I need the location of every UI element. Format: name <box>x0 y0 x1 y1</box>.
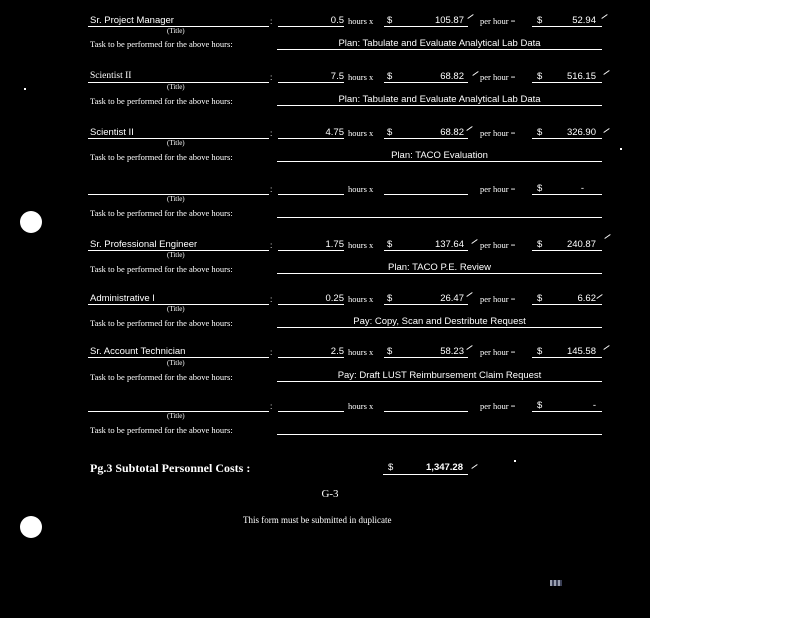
hours-value: 0.25 <box>325 293 344 304</box>
rate-line <box>384 194 468 195</box>
colon: : <box>270 16 273 26</box>
hours-line <box>278 357 344 358</box>
hours-x-label: hours x <box>348 72 374 82</box>
task-line <box>277 434 602 435</box>
position-title: Scientist II <box>90 127 134 138</box>
hours-value: 1.75 <box>325 239 344 250</box>
total-value: 145.58 <box>566 346 596 357</box>
subtotal-label: Pg.3 Subtotal Personnel Costs : <box>90 461 251 475</box>
per-hour-label: per hour = <box>480 184 516 194</box>
rate-dollar: $ <box>387 71 393 82</box>
check-mark <box>471 464 477 469</box>
rate-dollar: $ <box>387 127 393 138</box>
task-description: Pay: Copy, Scan and Destribute Request <box>353 316 526 327</box>
total-line <box>532 304 602 305</box>
position-title: Scientist II <box>90 71 132 81</box>
total-dollar: $ <box>537 346 543 357</box>
hours-line <box>278 82 344 83</box>
check-mark <box>603 70 609 75</box>
position-title: Sr. Professional Engineer <box>90 239 198 250</box>
per-hour-label: per hour = <box>480 401 516 411</box>
check-mark <box>472 71 478 76</box>
scan-speck <box>620 148 622 150</box>
task-line <box>277 49 602 50</box>
per-hour-label: per hour = <box>480 240 516 250</box>
rate-value: 58.23 <box>440 346 464 357</box>
total-line <box>532 250 602 251</box>
colon: : <box>270 401 273 411</box>
hours-x-label: hours x <box>348 240 374 250</box>
subtotal-amount: 1,347.28 <box>426 462 463 473</box>
total-value: 240.87 <box>566 239 596 250</box>
task-label: Task to be performed for the above hours: <box>90 39 233 49</box>
task-line <box>277 327 602 328</box>
task-label: Task to be performed for the above hours: <box>90 208 233 218</box>
rate-line <box>384 82 468 83</box>
task-line <box>277 217 602 218</box>
per-hour-label: per hour = <box>480 16 516 26</box>
rate-line <box>384 357 468 358</box>
colon: : <box>270 72 273 82</box>
task-description: Plan: TACO Evaluation <box>391 150 488 161</box>
check-mark <box>466 126 472 131</box>
rate-line <box>384 304 468 305</box>
task-line <box>277 105 602 106</box>
rate-value: 26.47 <box>440 293 464 304</box>
hours-line <box>278 194 344 195</box>
binder-hole-top <box>20 211 42 233</box>
hours-x-label: hours x <box>348 401 374 411</box>
title-caption: (Title) <box>167 412 185 420</box>
position-title: Sr. Account Technician <box>90 346 186 357</box>
hours-x-label: hours x <box>348 347 374 357</box>
scan-speck <box>24 88 26 90</box>
rate-value: 68.82 <box>440 127 464 138</box>
colon: : <box>270 184 273 194</box>
rate-dollar: $ <box>387 239 393 250</box>
hours-value: 4.75 <box>325 127 344 138</box>
hours-x-label: hours x <box>348 294 374 304</box>
rate-dollar: $ <box>387 293 393 304</box>
total-value: 52.94 <box>572 15 596 26</box>
rate-line <box>384 138 468 139</box>
total-line <box>532 138 602 139</box>
check-mark <box>603 345 609 350</box>
title-caption: (Title) <box>167 139 185 147</box>
total-value: 6.62 <box>577 293 596 304</box>
total-dollar: $ <box>537 293 543 304</box>
position-title: Administrative I <box>90 293 155 304</box>
hours-value: 0.5 <box>330 15 344 26</box>
hours-line <box>278 26 344 27</box>
task-label: Task to be performed for the above hours: <box>90 152 233 162</box>
total-dollar: $ <box>537 400 543 411</box>
rate-line <box>384 26 468 27</box>
check-mark <box>466 292 472 297</box>
rate-value: 137.64 <box>434 239 464 250</box>
task-label: Task to be performed for the above hours: <box>90 96 233 106</box>
title-caption: (Title) <box>167 27 185 35</box>
hours-line <box>278 250 344 251</box>
per-hour-label: per hour = <box>480 72 516 82</box>
total-line <box>532 194 602 195</box>
total-dollar: $ <box>537 127 543 138</box>
title-line <box>88 357 269 358</box>
total-line <box>532 26 602 27</box>
task-label: Task to be performed for the above hours: <box>90 318 233 328</box>
title-caption: (Title) <box>167 305 185 313</box>
total-line <box>532 411 602 412</box>
total-value: - <box>592 400 596 411</box>
binder-hole-bottom <box>20 516 42 538</box>
position-title: Sr. Project Manager <box>90 15 174 26</box>
check-mark <box>603 128 609 133</box>
rate-dollar: $ <box>387 15 393 26</box>
title-caption: (Title) <box>167 195 185 203</box>
task-label: Task to be performed for the above hours: <box>90 372 233 382</box>
rate-line <box>384 250 468 251</box>
total-dollar: $ <box>537 15 543 26</box>
task-description: Pay: Draft LUST Reimbursement Claim Request <box>337 370 542 381</box>
per-hour-label: per hour = <box>480 347 516 357</box>
scanner-stamp <box>550 580 562 586</box>
colon: : <box>270 240 273 250</box>
task-label: Task to be performed for the above hours: <box>90 264 233 274</box>
total-line <box>532 357 602 358</box>
hours-x-label: hours x <box>348 184 374 194</box>
page-number: G-3 <box>321 488 339 500</box>
title-caption: (Title) <box>167 83 185 91</box>
total-value: 516.15 <box>566 71 596 82</box>
check-mark <box>604 234 610 239</box>
total-value: 326.90 <box>566 127 596 138</box>
check-mark <box>471 239 477 244</box>
rate-value: 105.87 <box>434 15 464 26</box>
task-description: Plan: Tabulate and Evaluate Analytical Lab Data <box>338 38 541 49</box>
total-line <box>532 82 602 83</box>
hours-x-label: hours x <box>348 128 374 138</box>
scan-speck <box>514 460 516 462</box>
colon: : <box>270 347 273 357</box>
per-hour-label: per hour = <box>480 294 516 304</box>
total-dollar: $ <box>537 71 543 82</box>
footer-note: This form must be submitted in duplicate <box>243 515 392 525</box>
hours-line <box>278 411 344 412</box>
per-hour-label: per hour = <box>480 128 516 138</box>
hours-value: 7.5 <box>330 71 344 82</box>
task-line <box>277 161 602 162</box>
colon: : <box>270 128 273 138</box>
check-mark <box>466 345 472 350</box>
hours-x-label: hours x <box>348 16 374 26</box>
check-mark <box>467 14 473 19</box>
task-line <box>277 381 602 382</box>
total-value: - <box>580 183 584 194</box>
rate-dollar: $ <box>387 346 393 357</box>
subtotal-dollar: $ <box>388 462 394 473</box>
title-caption: (Title) <box>167 359 185 367</box>
check-mark <box>596 294 602 299</box>
rate-line <box>384 411 468 412</box>
total-dollar: $ <box>537 239 543 250</box>
task-line <box>277 273 602 274</box>
colon: : <box>270 294 273 304</box>
subtotal-line <box>383 474 468 475</box>
task-label: Task to be performed for the above hours: <box>90 425 233 435</box>
title-caption: (Title) <box>167 251 185 259</box>
task-description: Plan: TACO P.E. Review <box>388 262 491 273</box>
total-dollar: $ <box>537 183 543 194</box>
check-mark <box>601 14 607 19</box>
rate-value: 68.82 <box>440 71 464 82</box>
hours-value: 2.5 <box>330 346 344 357</box>
hours-line <box>278 138 344 139</box>
task-description: Plan: Tabulate and Evaluate Analytical Lab Data <box>338 94 541 105</box>
hours-line <box>278 304 344 305</box>
